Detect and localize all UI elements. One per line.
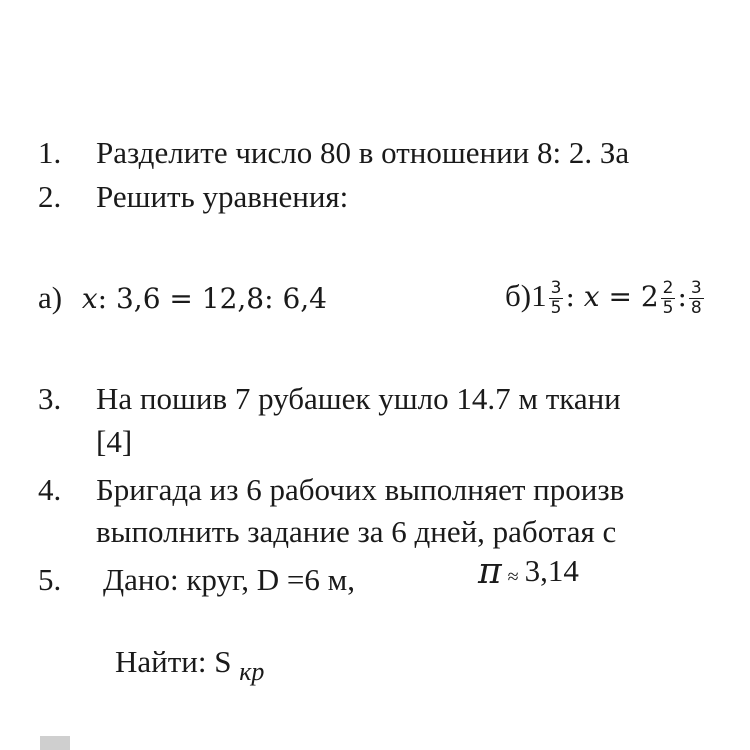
equation-b-tail: : bbox=[677, 280, 687, 313]
equation-b-fraction-2-numerator: 2 bbox=[662, 278, 674, 299]
task-3-number: 3. bbox=[38, 381, 62, 416]
approx-sign: ≈ bbox=[507, 566, 519, 588]
task-3-points: [4] bbox=[96, 424, 133, 459]
equation-a-variable: x bbox=[81, 282, 98, 315]
task-1-text: Разделите число 80 в отношении 8: 2. За bbox=[96, 135, 630, 170]
task-5-text: Дано: круг, D =6 м, bbox=[103, 562, 355, 597]
equation-b-fraction-3-denominator: 8 bbox=[690, 298, 702, 319]
task-2-text: Решить уравнения: bbox=[96, 179, 349, 214]
find-subscript: кр bbox=[239, 657, 265, 686]
task-4-number: 4. bbox=[38, 472, 62, 507]
equation-a-label: а) bbox=[38, 280, 63, 315]
equation-b-fraction-1-denominator: 5 bbox=[550, 298, 562, 319]
pi-approximation bbox=[478, 551, 579, 595]
task-3-text: На пошив 7 рубашек ушло 14.7 м ткани bbox=[96, 381, 621, 416]
equation-b-fraction-3-numerator: 3 bbox=[690, 278, 702, 299]
equation-a-rest: : 3,6 = 12,8: 6,4 bbox=[97, 282, 327, 315]
pi-value: 3,14 bbox=[524, 553, 579, 588]
equation-b-fraction-2-denominator: 5 bbox=[662, 298, 674, 319]
equation-a-expression bbox=[82, 282, 327, 315]
equation-b-fraction-1-numerator: 3 bbox=[550, 278, 562, 299]
task-4-text: Бригада из 6 рабочих выполняет произв bbox=[96, 472, 625, 507]
equation-b-label: б)1 bbox=[505, 278, 547, 313]
task-5-number: 5. bbox=[38, 562, 62, 597]
task-2-number: 2. bbox=[38, 179, 62, 214]
find-line bbox=[115, 644, 265, 686]
equation-b-fraction-3 bbox=[689, 279, 704, 318]
cropped-text-fragment bbox=[40, 736, 70, 750]
equation-b bbox=[505, 278, 706, 318]
equation-a bbox=[38, 280, 327, 317]
equation-b-equals: = 2 bbox=[599, 280, 659, 313]
task-1-number: 1. bbox=[38, 135, 62, 170]
task-4-text-line-2: выполнить задание за 6 дней, работая с bbox=[96, 514, 617, 549]
equation-b-colon: : bbox=[565, 280, 584, 313]
equation-b-fraction-2 bbox=[661, 279, 676, 318]
find-label: Найти: S bbox=[115, 644, 232, 679]
pi-symbol: π bbox=[478, 551, 502, 592]
equation-b-variable: x bbox=[583, 280, 600, 313]
equation-b-fraction-1 bbox=[549, 279, 564, 318]
